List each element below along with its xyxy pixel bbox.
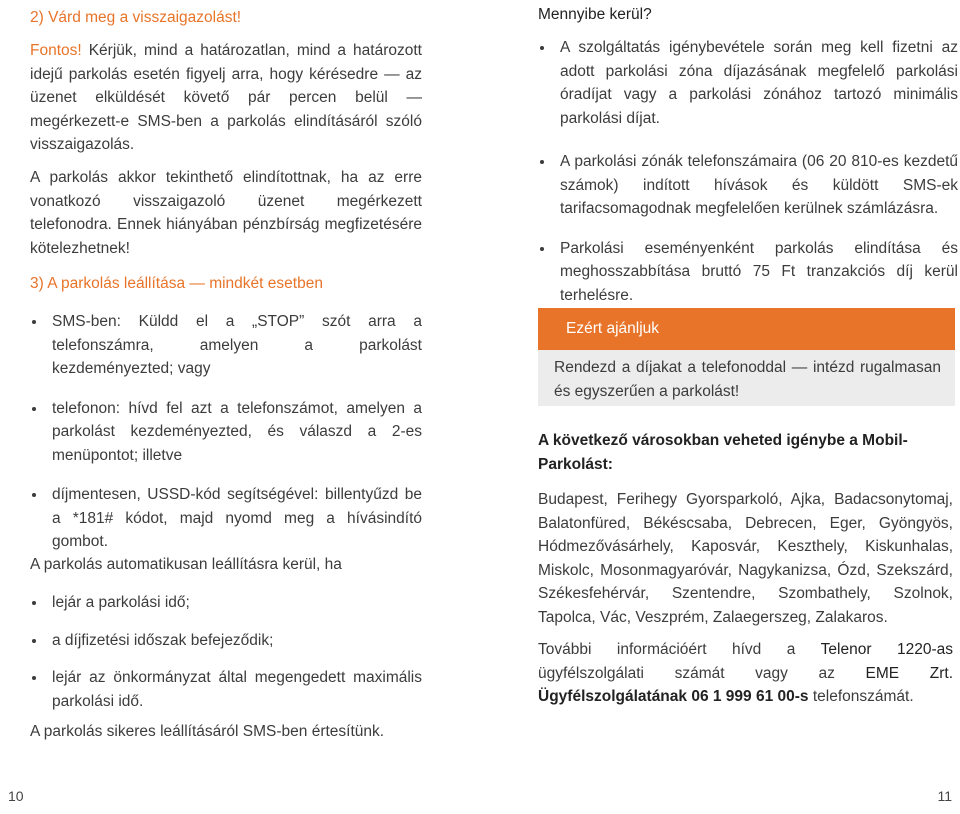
important-label: Fontos! [30, 42, 82, 59]
page-number-right: 11 [937, 787, 952, 804]
contact-text-4: telefonszámát. [808, 688, 914, 705]
contact-text-1: További információért hívd a [538, 641, 821, 658]
list-item: Parkolási eseményenként parkolás elindítása és meghosszabbítása bruttó 75 Ft tranzakciós díj kerül terhelésre. [538, 237, 958, 308]
cities-heading: A következő városokban veheted igénybe a Mobil-Parkolást: [538, 432, 908, 473]
list-item: A parkolási zónák telefonszámaira (06 20 810-es kezdetű számok) indított hívások és küldött SMS-ek tarifacsomagodnak megfelelően kerülnek számlázásra. [538, 150, 958, 221]
stop-methods-list [30, 310, 422, 554]
stop-notification-text: A parkolás sikeres leállításáról SMS-ben értesítünk. [30, 723, 385, 740]
page-number-left: 10 [8, 787, 24, 804]
eme-name: EME Zrt. [865, 664, 953, 682]
list-item: lejár az önkormányzat által megengedett maximális parkolási idő. [30, 666, 422, 713]
important-paragraph [30, 39, 422, 157]
start-condition-paragraph: A parkolás akkor tekinthető elindítottnak, ha az erre vonatkozó visszaigazoló üzenet megérkezett telefonodra. Ennek hiányában pénzbírság megfizetésére kötelezhetnek! [30, 169, 422, 257]
cost-list [538, 36, 958, 307]
list-item: lejár a parkolási idő; [30, 591, 422, 615]
cost-heading: Mennyibe kerül? [538, 6, 652, 23]
telenor-number: Telenor 1220-as [820, 641, 953, 658]
list-item: A szolgáltatás igénybevétele során meg kell fizetni az adott parkolási zóna díjazásának megfelelő parkolási óradíjat vagy a parkolási zónához tartozó minimális parkolási díjat. [538, 36, 958, 130]
list-item: díjmentesen, USSD-kód segítségével: billentyűzd be a *181# kódot, majd nyomd meg a hívásindító gombot. [30, 483, 422, 554]
list-item: a díjfizetési időszak befejeződik; [30, 629, 422, 653]
important-text: Kérjük, mind a határozatlan, mind a határozott idejű parkolás esetén figyelj arra, hogy kérésedre — az üzenet elküldését követő pár percen belül — megérkezett-e SMS-ben a parkolás elindításáról szóló visszaigazolás. [30, 42, 422, 153]
step-3-heading: 3) A parkolás leállítása — mindkét esetben [30, 275, 323, 292]
cities-list: Budapest, Ferihegy Gyorsparkoló, Ajka, Badacsonytomaj, Balatonfüred, Békéscsaba, Debrecen, Eger, Gyöngyös, Hódmezővásárhely, Kaposvár, Keszthely, Kiskunhalas, Miskolc, Mosonmagyaróvár, Nagykanizsa, Ózd, Szekszárd, Székesfehérvár, Szentendre, Szombathely, Szolnok, Tapolca, Vác, Veszprém, Zalaegerszeg, Zalakaros. [538, 491, 953, 626]
recommend-label: Ezért ajánljuk [566, 320, 660, 337]
list-item: telefonon: hívd fel azt a telefonszámot, amelyen a parkolást kezdeményezted, és válaszd a 2-es menüpontot; illetve [30, 397, 422, 468]
auto-stop-intro: A parkolás automatikusan leállításra kerül, ha [30, 556, 342, 573]
recommend-box [538, 350, 955, 406]
list-item: SMS-ben: Küldd el a „STOP” szót arra a telefonszámra, amelyen a parkolást kezdeményezted; vagy [30, 310, 422, 381]
contact-text-2: ügyfélszolgálati számát vagy az [538, 664, 866, 682]
contact-info [538, 638, 953, 709]
step-2-heading: 2) Várd meg a visszaigazolást! [30, 9, 242, 26]
auto-stop-list [30, 591, 422, 713]
recommend-banner [538, 308, 955, 350]
eme-phone: Ügyfélszolgálatának 06 1 999 61 00-s [538, 688, 809, 705]
recommend-text: Rendezd a díjakat a telefonoddal — intézd rugalmasan és egyszerűen a parkolást! [554, 359, 941, 400]
